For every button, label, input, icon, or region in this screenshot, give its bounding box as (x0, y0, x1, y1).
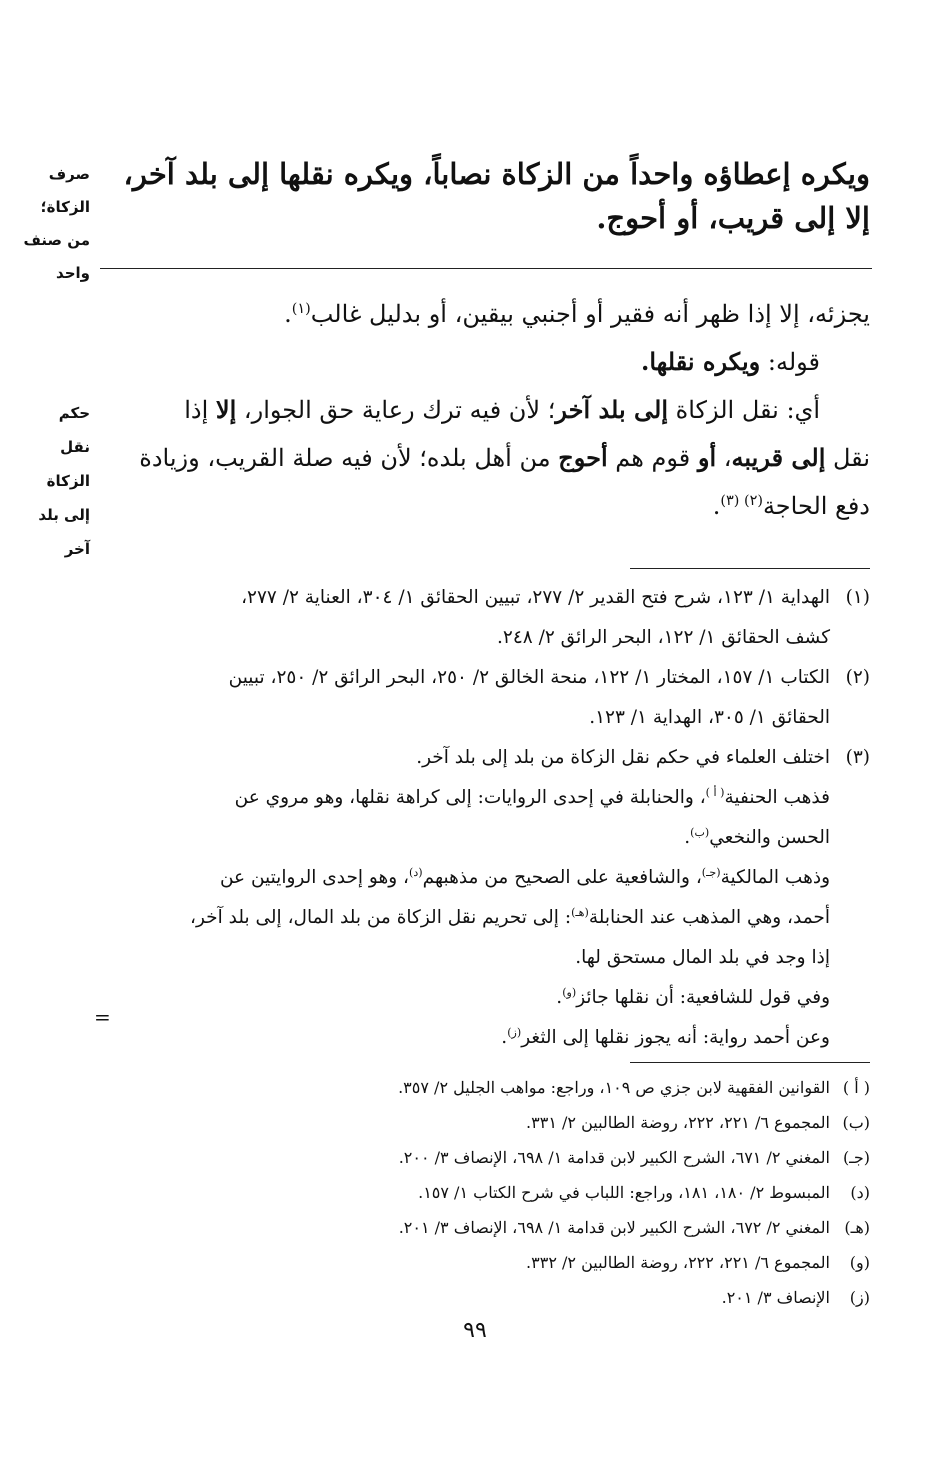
subnote: ( أ )القوانين الفقهية لابن جزي ص ١٠٩، وراجع: مواهب الجليل ٢/ ٣٥٧. (398, 1078, 870, 1097)
side-note-line: من صنف (23, 231, 90, 249)
subnote-divider (630, 1062, 870, 1063)
footnote-number: (٢) (845, 667, 870, 688)
qawluhu-line (100, 338, 870, 386)
matn-line: إلا إلى قريب، أو أحوج. (596, 201, 870, 235)
page-number: ٩٩ (463, 1318, 487, 1343)
footnote-ref: (٢) (٣) (720, 493, 763, 509)
side-note-line: واحد (56, 264, 90, 282)
side-note-line: آخر (64, 540, 90, 558)
qawluhu-quote: ويكره نقلها. (641, 347, 761, 376)
side-note-line: حكم (58, 404, 90, 422)
footnote-number: (٣) (845, 747, 870, 768)
side-note-line: الزكاة (46, 472, 90, 490)
subnote: (هـ)المغني ٢/ ٦٧٢، الشرح الكبير لابن قدامة ١/ ٦٩٨، الإنصاف ٣/ ٢٠١. (398, 1218, 870, 1237)
side-note-line: إلى بلد (38, 506, 90, 524)
footnote-number: (١) (845, 587, 870, 608)
footnote: (٣)اختلف العلماء في حكم نقل الزكاة من بلد إلى بلد آخر. فذهب الحنفية$^{( أ )}$، والحنابلة في إحدى الروايات: إلى كراهة نقلها، وهو مروي عن الحسن والنخعي$^{(ب)}$. وذهب المالكية$^{(جـ)}$، والشافعية على الصحيح من مذهبهم$^{(د)}$، وهو إحدى الروايتين عن أحمد، وهي المذهب عند الحنابلة$^{(هـ)}$: إلى تحريم نقل الزكاة من بلد المال، إلى بلد آخر، إذا وجد في بلد المال مستحق لها. وفي قول للشافعية: أن نقلها جائز$^{(و)}$. وعن أحمد رواية: أنه يجوز نقلها إلى الثغر$^{(ز)}$. (100, 738, 870, 1058)
matn-line: ويكره إعطاؤه واحداً من الزكاة نصاباً، ويكره نقلها إلى بلد آخر، (123, 157, 870, 191)
subnote: (ز)الإنصاف ٣/ ٢٠١. (721, 1288, 870, 1307)
qawluhu-label: قوله: (767, 348, 820, 376)
commentary-line: يجزئه، إلا إذا ظهر أنه فقير أو أجنبي بيقين، أو بدليل غالب$^{(١)}$. (284, 300, 870, 328)
matn-divider (100, 268, 872, 269)
footnotes (100, 578, 870, 1058)
subnote: (جـ)المغني ٢/ ٦٧١، الشرح الكبير لابن قدامة ١/ ٦٩٨، الإنصاف ٣/ ٢٠٠. (398, 1148, 870, 1167)
footnote: (٢)الكتاب ١/ ١٥٧، المختار ١/ ١٢٢، منحة الخالق ٢/ ٢٥٠، البحر الرائق ٢/ ٢٥٠، تبيين الحقائق ١/ ٣٠٥، الهداية ١/ ١٢٣. (100, 658, 870, 738)
side-note-line: صرف (48, 165, 90, 183)
footnote-divider (630, 568, 870, 569)
commentary-line: نقل إلى قريبه، أو قوم هم أحوج من أهل بلده؛ لأن فيه صلة القريب، وزيادة (139, 443, 870, 472)
commentary-line: دفع الحاجة$^{(٢) (٣)}$. (712, 492, 870, 520)
side-note-line: الزكاة؛ (40, 198, 90, 216)
side-note-transfer-ruling (10, 396, 90, 566)
side-note-line: نقل (60, 438, 90, 456)
commentary-text: يجزئه، إلا إذا ظهر أنه فقير أو أجنبي بيقين، أو بدليل غالب (310, 300, 870, 328)
subnote: (ب)المجموع ٦/ ٢٢١، ٢٢٢، روضة الطالبين ٢/ ٣٣١. (526, 1113, 870, 1132)
matn-text (100, 152, 870, 240)
subnotes (100, 1070, 870, 1315)
subnote: (د)المبسوط ٢/ ١٨٠، ١٨١، وراجع: اللباب في شرح الكتاب ١/ ١٥٧. (418, 1183, 870, 1202)
side-note-zakat-one-category (10, 158, 90, 290)
footnote-ref: (١) (291, 301, 311, 317)
subnote: (و)المجموع ٦/ ٢٢١، ٢٢٢، روضة الطالبين ٢/ ٣٣٢. (526, 1253, 870, 1272)
commentary-line: أي: نقل الزكاة إلى بلد آخر؛ لأن فيه ترك رعاية حق الجوار، إلا إذا (184, 395, 820, 424)
footnote: (١)الهداية ١/ ١٢٣، شرح فتح القدير ٢/ ٢٧٧، تبيين الحقائق ١/ ٣٠٤، العناية ٢/ ٢٧٧، كشف الحقائق ١/ ١٢٢، البحر الرائق ٢/ ٢٤٨. (100, 578, 870, 658)
continuation-mark: = (94, 1005, 111, 1029)
commentary (100, 290, 870, 530)
